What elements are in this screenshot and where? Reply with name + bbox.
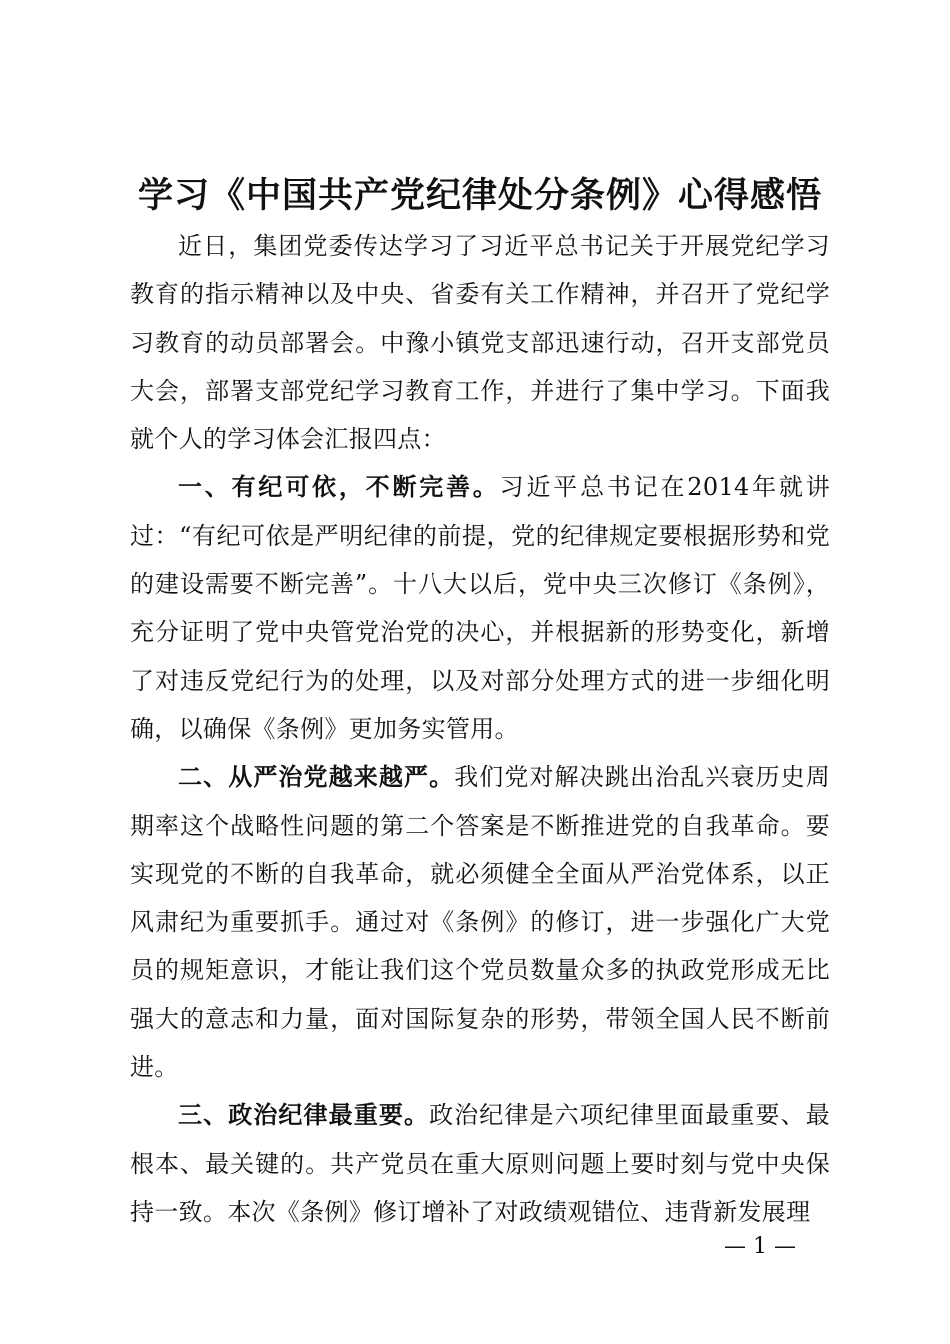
paragraph-text: 政治纪律是六项纪律里面最重要、最根本、最关键的。共产党员在重大原则问题上要时刻与党中央保持一致。本次《条例》修订增补了对政绩观错位、违背新发展理 <box>130 1101 830 1226</box>
document-title: 学习《中国共产党纪律处分条例》心得感悟 <box>137 175 822 216</box>
paragraph-text: 近日，集团党委传达学习了习近平总书记关于开展党纪学习教育的指示精神以及中央、省委有关工作精神，并召开了党纪学习教育的动员部署会。中豫小镇党支部迅速行动，召开支部党员大会，部署支部党纪学习教育工作，并进行了集中学习。下面我就个人的学习体会汇报四点： <box>130 232 830 454</box>
page-number: — 1 — <box>724 1234 796 1259</box>
section-heading: 一、有纪可依，不断完善。 <box>178 473 500 502</box>
paragraph-section-1 <box>130 463 830 753</box>
section-heading: 三、政治纪律最重要。 <box>178 1101 430 1130</box>
paragraph-section-3 <box>130 1091 830 1236</box>
paragraph-text: 习近平总书记在2014年就讲过：“有纪可依是严明纪律的前提，党的纪律规定要根据形势和党的建设需要不断完善”。十八大以后，党中央三次修订《条例》，充分证明了党中央管党治党的决心，并根据新的形势变化，新增了对违反党纪行为的处理，以及对部分处理方式的进一步细化明确，以确保《条例》更加务实管用。 <box>130 473 830 743</box>
paragraph-intro <box>130 222 830 463</box>
paragraph-section-2 <box>130 753 830 1091</box>
document-body <box>130 222 830 1236</box>
section-heading: 二、从严治党越来越严。 <box>178 763 455 792</box>
paragraph-text: 我们党对解决跳出治乱兴衰历史周期率这个战略性问题的第二个答案是不断推进党的自我革命。要实现党的不断的自我革命，就必须健全全面从严治党体系，以正风肃纪为重要抓手。通过对《条例》的修订，进一步强化广大党员的规矩意识，才能让我们这个党员数量众多的执政党形成无比强大的意志和力量，面对国际复杂的形势，带领全国人民不断前进。 <box>130 763 830 1082</box>
